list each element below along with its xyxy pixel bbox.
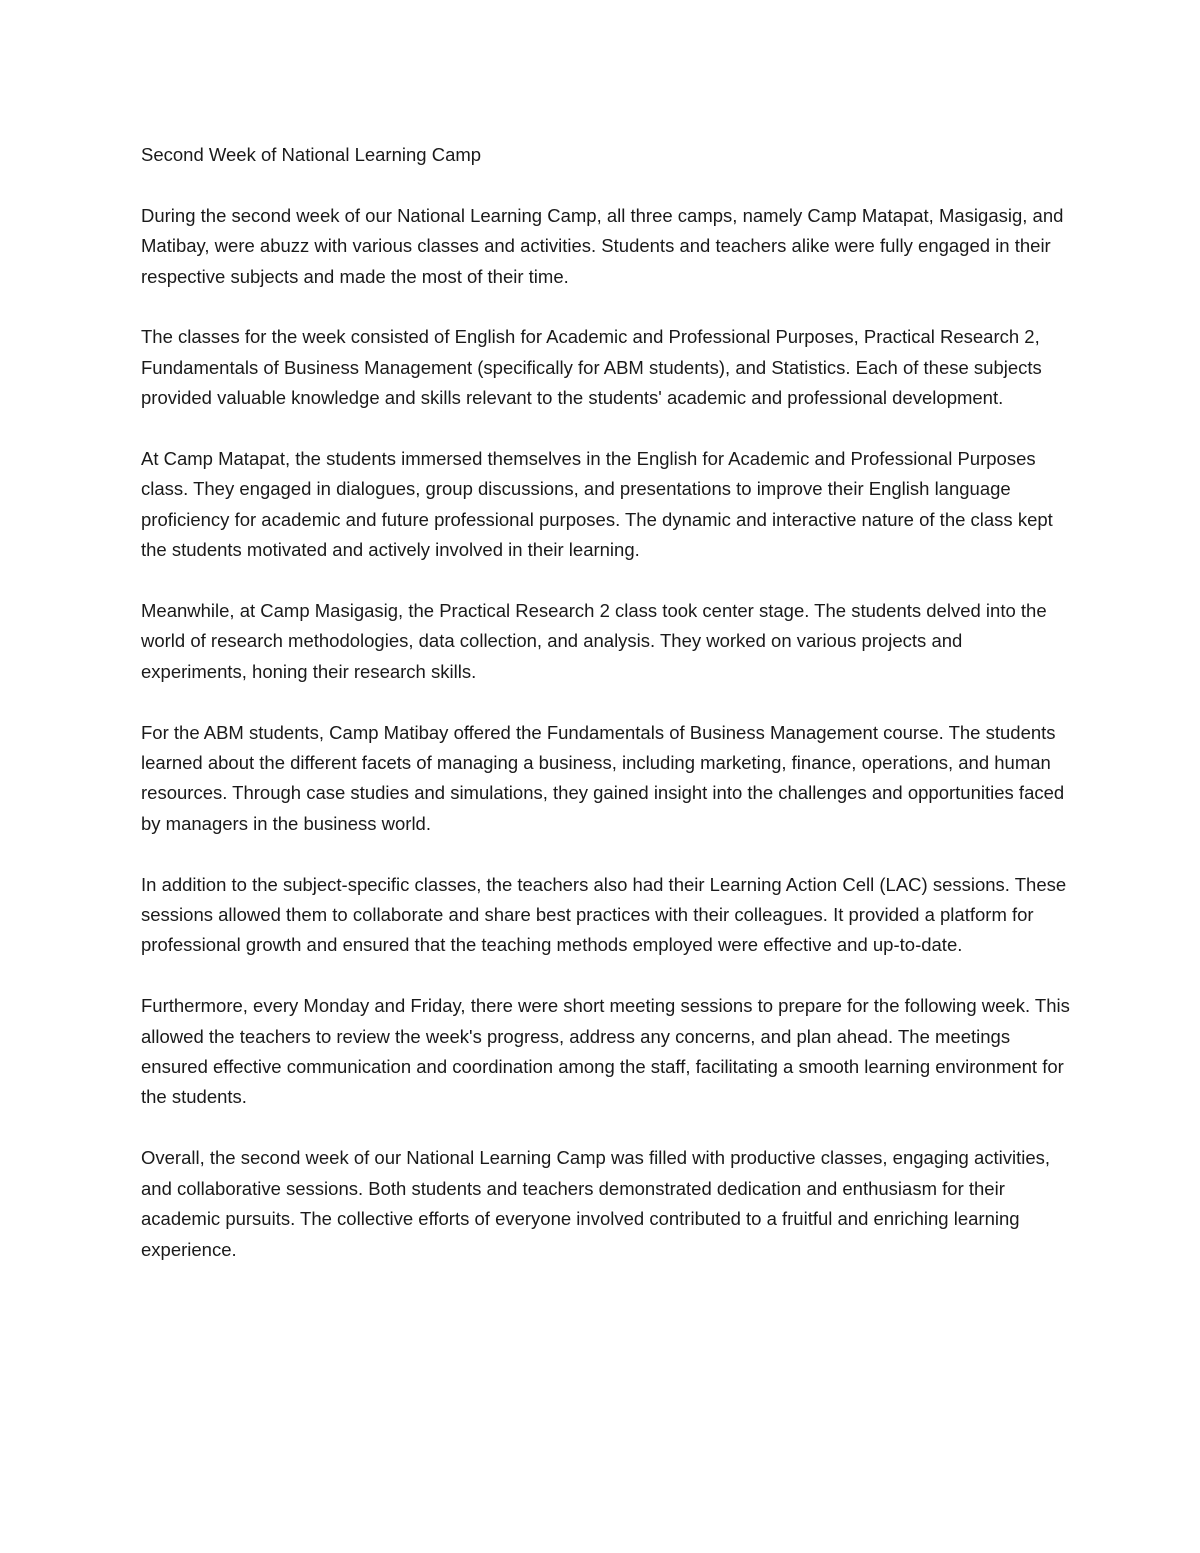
paragraph-intro: During the second week of our National Learning Camp, all three camps, namely Camp Matapat, Masigasig, and Matibay, were abuzz with various classes and activities. Students and teachers alike were fully engaged in their respective subjects and made the most of their time. [141, 204, 1064, 287]
paragraph-meetings: Furthermore, every Monday and Friday, there were short meeting sessions to prepare for the following week. This allowed the teachers to review the week's progress, address any concerns, and plan ahead. The meetings ensured effective communication and coordination among the staff, facilitating a smooth learning environment for the students. [141, 995, 1070, 1108]
document-body [141, 140, 1071, 1265]
paragraph-classes: The classes for the week consisted of English for Academic and Professional Purposes, Practical Research 2, Fundamentals of Business Management (specifically for ABM students), and Statistics. Each of these subjects provided valuable knowledge and skills relevant to the students' academic and professional development. [141, 326, 1042, 409]
paragraph-lac-sessions: In addition to the subject-specific classes, the teachers also had their Learning Action Cell (LAC) sessions. These sessions allowed them to collaborate and share best practices with their colleagues. It provided a platform for professional growth and ensured that the teaching methods employed were effective and up-to-date. [141, 873, 1067, 956]
paragraph-overall: Overall, the second week of our National Learning Camp was filled with productive classes, engaging activities, and collaborative sessions. Both students and teachers demonstrated dedication and enthusiasm for their academic pursuits. The collective efforts of everyone involved contributed to a fruitful and enriching learning experience. [141, 1147, 1051, 1260]
document-title: Second Week of National Learning Camp [141, 144, 482, 165]
paragraph-camp-matapat: At Camp Matapat, the students immersed themselves in the English for Academic and Professional Purposes class. They engaged in dialogues, group discussions, and presentations to improve their English language proficiency for academic and future professional purposes. The dynamic and interactive nature of the class kept the students motivated and actively involved in their learning. [141, 448, 1053, 561]
paragraph-camp-masigasig: Meanwhile, at Camp Masigasig, the Practical Research 2 class took center stage. The students delved into the world of research methodologies, data collection, and analysis. They worked on various projects and experiments, honing their research skills. [141, 600, 1047, 682]
paragraph-camp-matibay: For the ABM students, Camp Matibay offered the Fundamentals of Business Management course. The students learned about the different facets of managing a business, including marketing, finance, operations, and human resources. Through case studies and simulations, they gained insight into the challenges and opportunities faced by managers in the business world. [141, 721, 1065, 834]
